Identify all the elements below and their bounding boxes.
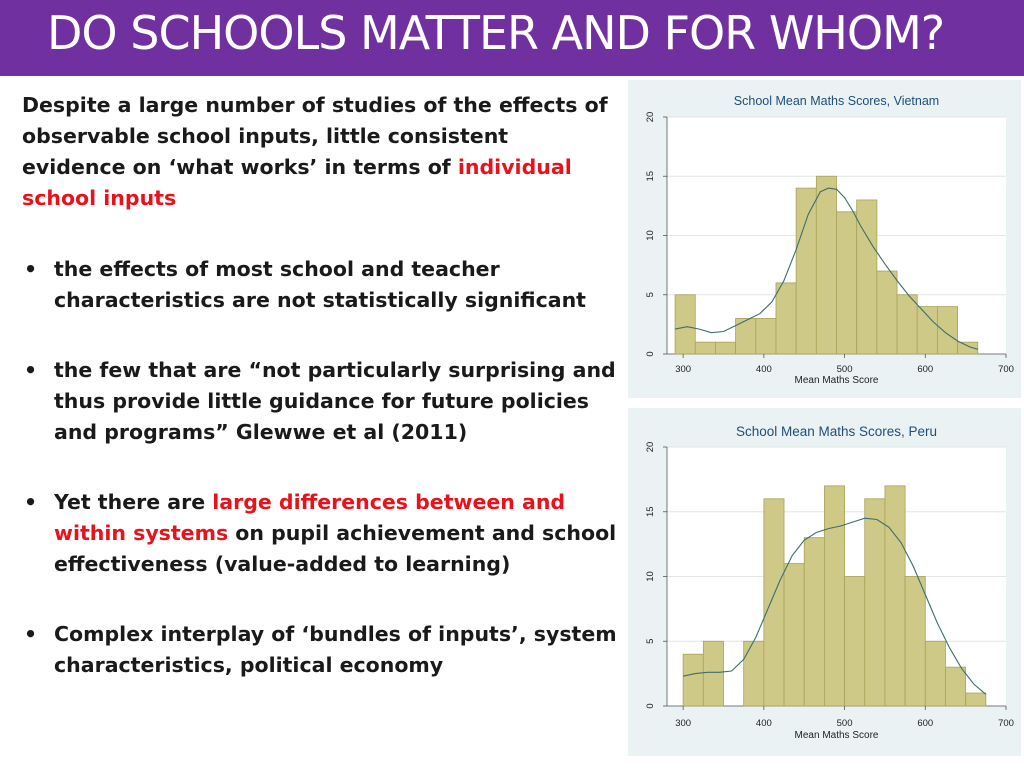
bullet-symbol: • <box>24 490 38 514</box>
bullet-list <box>22 254 617 681</box>
vietnam-chart-panel <box>628 80 1021 398</box>
histogram-bar <box>877 271 897 354</box>
bullet-symbol: • <box>24 257 38 281</box>
histogram-bar <box>937 307 957 354</box>
bullet-item <box>22 619 617 681</box>
x-tick-label: 500 <box>836 364 853 375</box>
intro-highlight: individual school inputs <box>22 155 572 210</box>
y-tick-label: 10 <box>645 571 656 582</box>
histogram-bar <box>905 577 925 707</box>
intro-paragraph <box>22 90 617 214</box>
slide-body <box>22 90 617 720</box>
x-tick-label: 600 <box>917 364 934 375</box>
histogram-bar <box>764 499 784 706</box>
x-tick-label: 400 <box>755 718 772 729</box>
histogram-bar <box>897 295 917 354</box>
histogram-bar <box>917 307 937 354</box>
histogram-bar <box>925 641 945 706</box>
slide-title: DO SCHOOLS MATTER AND FOR WHOM? <box>47 6 945 60</box>
y-tick-label: 20 <box>645 441 656 453</box>
histogram-bar <box>703 641 723 706</box>
histogram-bar <box>695 342 715 354</box>
histogram-bar <box>845 577 865 707</box>
y-tick-label: 20 <box>645 111 656 123</box>
bullet-text-after: on pupil achievement and school effectiveness (value-added to learning) <box>54 521 617 576</box>
x-tick-label: 400 <box>755 364 772 375</box>
x-tick-label: 300 <box>675 364 692 375</box>
x-tick-label: 300 <box>675 718 692 729</box>
y-tick-label: 0 <box>645 351 656 357</box>
histogram-bar <box>744 641 764 706</box>
histogram-bar <box>683 654 703 706</box>
bullet-highlight: large differences between and within systems <box>54 490 566 545</box>
histogram-bar <box>776 283 796 354</box>
title-bar <box>0 0 1024 76</box>
bullet-text: the effects of most school and teacher characteristics are not statistically significant <box>54 257 586 312</box>
peru-histogram <box>628 408 1021 756</box>
histogram-bar <box>756 318 776 354</box>
bullet-symbol: • <box>24 622 38 646</box>
x-tick-label: 600 <box>917 718 934 729</box>
x-axis-title: Mean Maths Score <box>794 375 879 386</box>
y-tick-label: 5 <box>645 292 656 298</box>
histogram-bar <box>837 212 857 354</box>
histogram-bar <box>816 176 836 354</box>
histogram-bar <box>945 667 965 706</box>
histogram-bar <box>865 499 885 706</box>
chart-title: School Mean Maths Scores, Peru <box>735 424 938 439</box>
y-tick-label: 15 <box>645 506 656 518</box>
bullet-text: the few that are “not particularly surprising and thus provide little guidance for future policies and programs” Glewwe et al (2011) <box>54 358 616 444</box>
bullet-symbol: • <box>24 358 38 382</box>
x-tick-label: 500 <box>836 718 853 729</box>
histogram-bar <box>784 564 804 706</box>
x-tick-label: 700 <box>998 364 1014 375</box>
bullet-item <box>22 254 617 316</box>
peru-chart-panel <box>628 408 1021 756</box>
bullet-text: Yet there are <box>54 490 213 514</box>
histogram-bar <box>966 693 986 706</box>
histogram-bar <box>675 295 695 354</box>
bullet-text: Complex interplay of ‘bundles of inputs’, system characteristics, political economy <box>54 622 617 677</box>
vietnam-histogram <box>628 80 1021 398</box>
x-axis-title: Mean Maths Score <box>794 730 879 741</box>
intro-text: Despite a large number of studies of the effects of observable school inputs, little consistent evidence on ‘what works’ in terms of <box>22 93 608 179</box>
histogram-bar <box>885 486 905 706</box>
chart-title: School Mean Maths Scores, Vietnam <box>733 94 940 108</box>
bullet-item <box>22 487 617 580</box>
histogram-bar <box>715 342 735 354</box>
y-tick-label: 15 <box>645 170 656 182</box>
bullet-item <box>22 355 617 448</box>
histogram-bar <box>804 538 824 706</box>
y-tick-label: 0 <box>645 703 656 709</box>
y-tick-label: 10 <box>645 230 656 241</box>
y-tick-label: 5 <box>645 638 656 644</box>
x-tick-label: 700 <box>998 718 1014 729</box>
histogram-bar <box>796 188 816 354</box>
histogram-bar <box>824 486 844 706</box>
